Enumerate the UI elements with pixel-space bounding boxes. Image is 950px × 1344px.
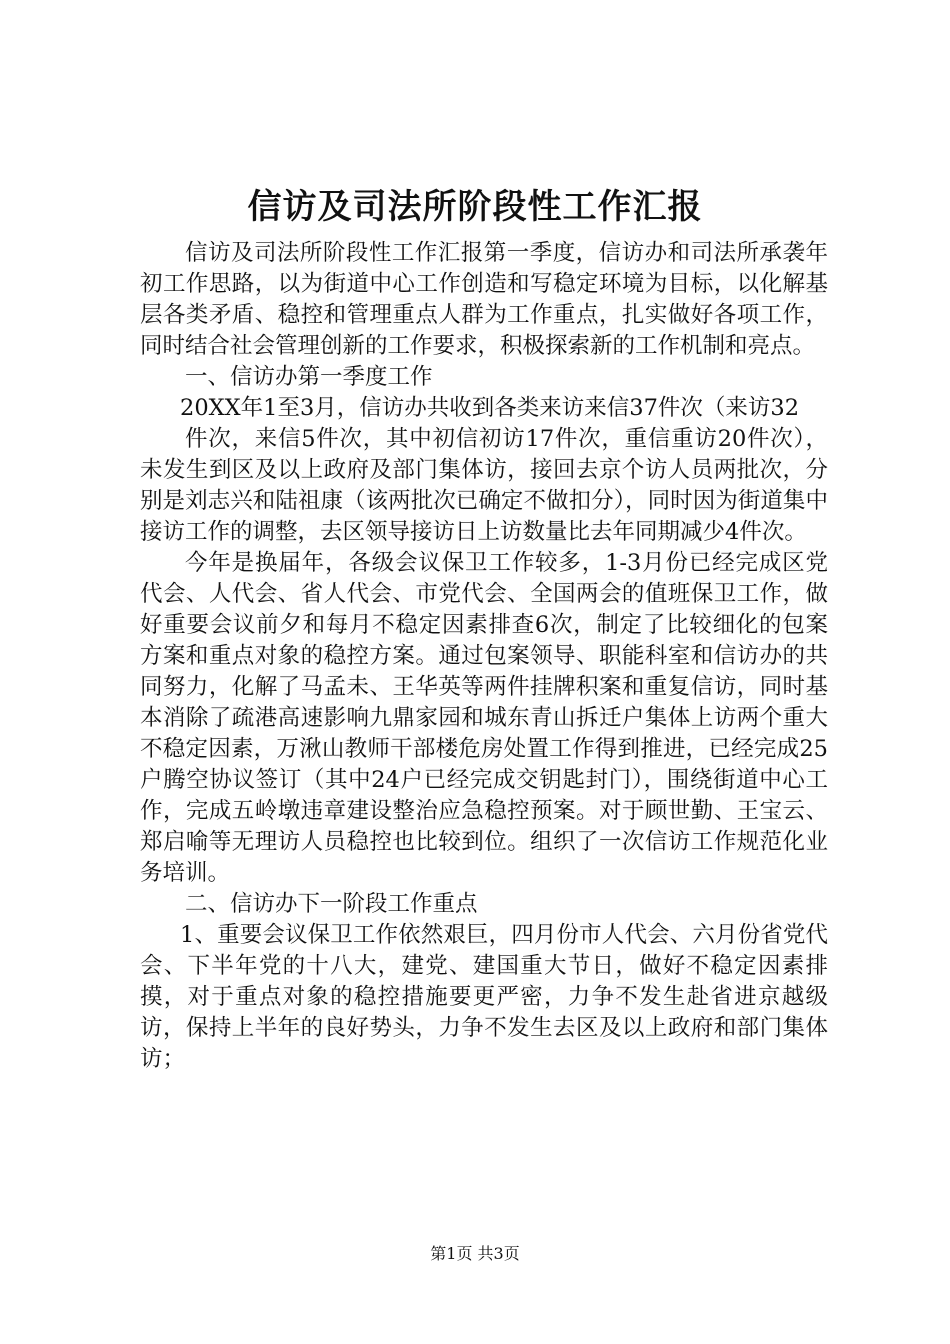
section-heading-1: 一、信访办第一季度工作 — [185, 364, 433, 390]
paragraph-stats-detail: 件次，来信5件次，其中初信初访17件次，重信重访20件次），未发生到区及以上政府及部门集体访，接回去京个访人员两批次，分别是刘志兴和陆祖康（该两批次已确定不做扣分），同时因为街道集中接访工作的调整，去区领导接访日上访数量比去年同期减少4件次。 — [140, 426, 828, 545]
paragraph-stats-line: 20XX年1至3月，信访办共收到各类来访来信37件次（来访32 — [180, 395, 800, 421]
paragraph-priority-1: 1、重要会议保卫工作依然艰巨，四月份市人代会、六月份省党代会、下半年党的十八大，建党、建国重大节日，做好不稳定因素排摸，对于重点对象的稳控措施要更严密，力争不发生赴省进京越级访，保持上半年的良好势头，力争不发生去区及以上政府和部门集体访； — [140, 922, 828, 1072]
page-footer: 第1页 共3页 — [430, 1244, 520, 1263]
paragraph-meetings: 今年是换届年，各级会议保卫工作较多，1-3月份已经完成区党代会、人代会、省人代会、市党代会、全国两会的值班保卫工作，做好重要会议前夕和每月不稳定因素排查6次，制定了比较细化的包案方案和重点对象的稳控方案。通过包案领导、职能科室和信访办的共同努力，化解了马孟未、王华英等两件挂牌积案和重复信访，同时基本消除了疏港高速影响九鼎家园和城东青山拆迁户集体上访两个重大不稳定因素，万湫山教师干部楼危房处置工作得到推进，已经完成25户腾空协议签订（其中24户已经完成交钥匙封门），围绕街道中心工作，完成五岭墩违章建设整治应急稳控预案。对于顾世勤、王宝云、郑启喻等无理访人员稳控也比较到位。组织了一次信访工作规范化业务培训。 — [140, 550, 828, 886]
document-title: 信访及司法所阶段性工作汇报 — [247, 187, 703, 227]
paragraph-intro: 信访及司法所阶段性工作汇报第一季度，信访办和司法所承袭年初工作思路，以为街道中心工作创造和写稳定环境为目标，以化解基层各类矛盾、稳控和管理重点人群为工作重点，扎实做好各项工作，同时结合社会管理创新的工作要求，积极探索新的工作机制和亮点。 — [140, 240, 828, 359]
document-body — [140, 238, 828, 1075]
section-heading-2: 二、信访办下一阶段工作重点 — [185, 891, 478, 917]
